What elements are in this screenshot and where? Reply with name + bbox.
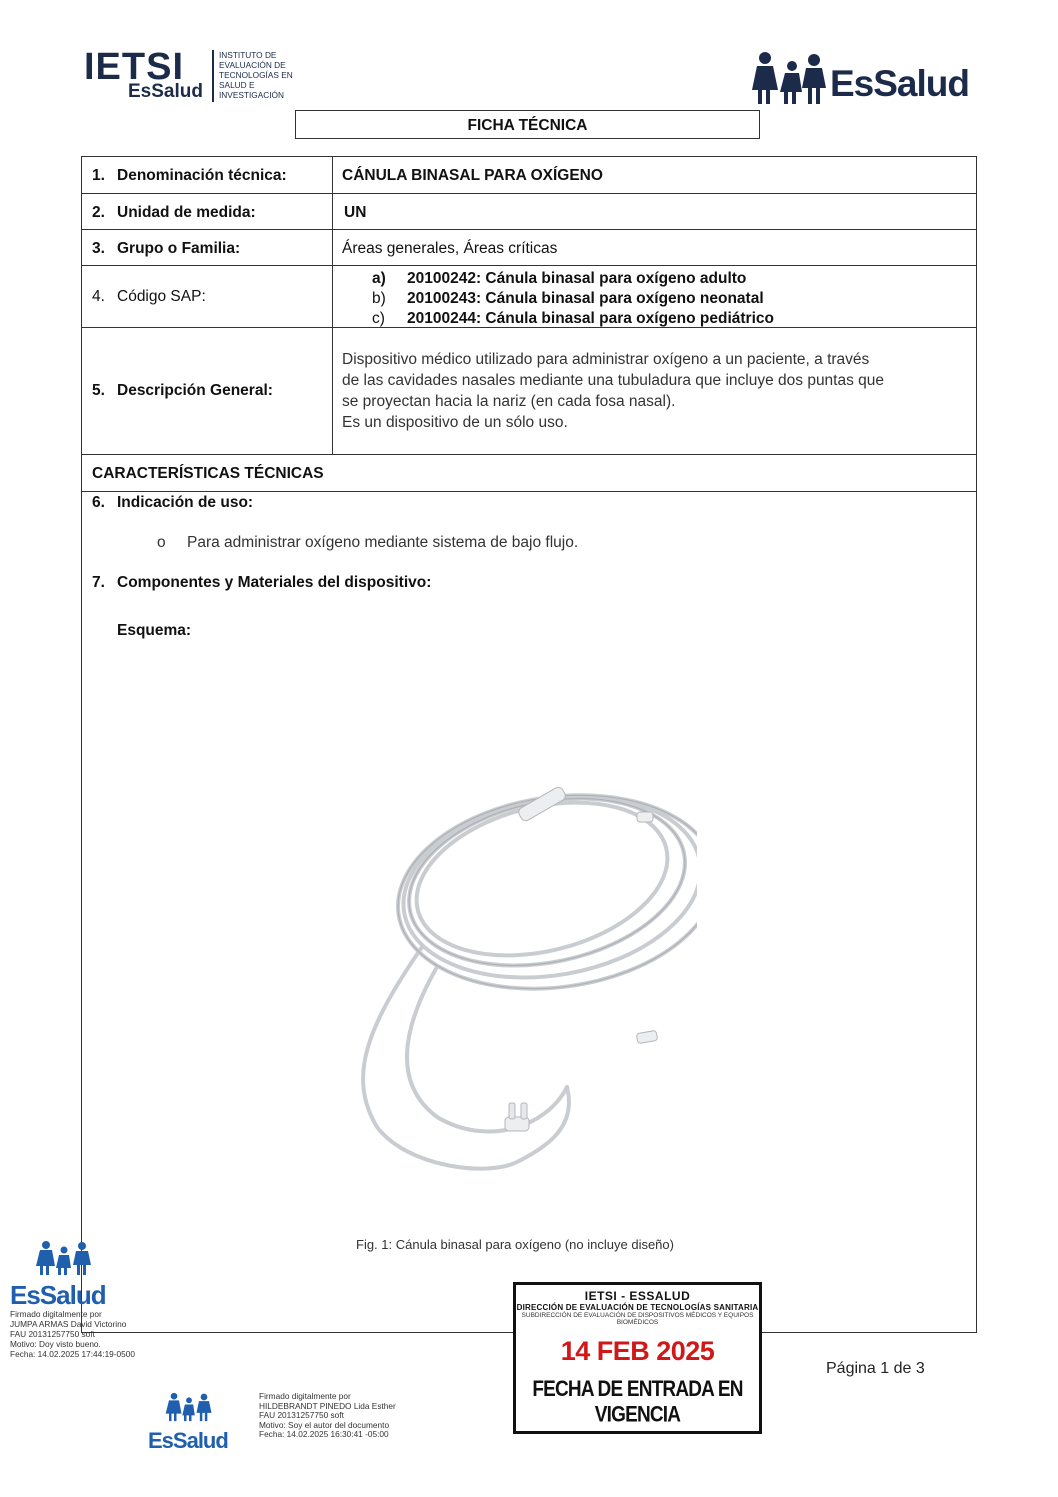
document-title: FICHA TÉCNICA xyxy=(295,110,760,139)
column-divider xyxy=(332,157,333,454)
table-row xyxy=(92,166,287,185)
sap-code-text: 20100242: Cánula binasal para oxígeno adulto xyxy=(407,270,747,287)
sap-code-text: 20100244: Cánula binasal para oxígeno pediátrico xyxy=(407,310,774,327)
bullet-marker: o xyxy=(157,534,166,551)
essalud-logo xyxy=(752,50,980,110)
description-text xyxy=(342,349,972,433)
table-divider xyxy=(82,229,976,230)
ietsi-logo xyxy=(84,48,324,108)
sap-code-text: 20100243: Cánula binasal para oxígeno neonatal xyxy=(407,290,764,307)
table-divider xyxy=(82,193,976,194)
table-row xyxy=(92,203,256,222)
item-label: Componentes y Materiales del dispositivo: xyxy=(117,574,432,591)
row-number: 4. xyxy=(92,288,105,305)
row-label: Unidad de medida: xyxy=(117,204,256,221)
list-item xyxy=(372,309,774,329)
stamp-line: IETSI - ESSALUD xyxy=(584,1289,691,1303)
row-label: Denominación técnica: xyxy=(117,167,287,184)
essalud-logo-text: EsSalud xyxy=(830,63,969,104)
stamp-label: FECHA DE ENTRADA EN VIGENCIA xyxy=(532,1377,743,1428)
list-marker: c) xyxy=(372,310,385,327)
section-title: CARACTERÍSTICAS TÉCNICAS xyxy=(92,465,324,482)
essalud-logo xyxy=(148,1392,232,1455)
row-number: 2. xyxy=(92,204,105,221)
family-icon xyxy=(164,1392,214,1422)
description-line: Dispositivo médico utilizado para administrar oxígeno a un paciente, a través xyxy=(342,351,870,368)
description-line: se proyectan hacia la nariz (en cada fosa nasal). xyxy=(342,393,676,410)
signature-text: Firmado digitalmente por HILDEBRANDT PINEDO Lida Esther FAU 20131257750 soft Motivo: Soy el autor del documento Fecha: 14.02.2025 16:30:41 -05:00 xyxy=(259,1391,396,1439)
family-icon xyxy=(34,1240,94,1276)
figure-caption: Fig. 1: Cánula binasal para oxígeno (no incluye diseño) xyxy=(356,1237,674,1252)
stamp-line: DIRECCIÓN DE EVALUACIÓN DE TECNOLOGÍAS SANITARIA xyxy=(516,1303,759,1312)
signature-text: Firmado digitalmente por JUMPA ARMAS David Victorino FAU 20131257750 soft Motivo: Doy visto bueno. Fecha: 14.02.2025 17:44:19-0500 xyxy=(10,1309,136,1359)
row-label: Grupo o Familia: xyxy=(117,240,241,257)
list-item xyxy=(372,289,774,309)
row-number: 1. xyxy=(92,167,105,184)
list-item xyxy=(372,269,774,289)
item-number: 6. xyxy=(92,494,105,511)
nasal-cannula-image xyxy=(337,767,697,1197)
bullet-text: Para administrar oxígeno mediante sistema de bajo flujo. xyxy=(187,534,579,551)
row-label: Descripción General: xyxy=(117,382,273,399)
ietsi-logo-subtext: EsSalud xyxy=(128,81,203,102)
table-divider xyxy=(82,454,976,455)
grupo-value: Áreas generales, Áreas críticas xyxy=(342,240,558,257)
unidad-value: UN xyxy=(344,204,367,221)
row-label: Código SAP: xyxy=(117,288,206,305)
table-row xyxy=(92,239,240,258)
stamp-date: 14 FEB 2025 xyxy=(560,1336,715,1366)
table-divider xyxy=(82,491,976,492)
item-label: Indicación de uso: xyxy=(117,494,254,511)
stamp-line: SUBDIRECCIÓN DE EVALUACIÓN DE DISPOSITIVOS MÉDICOS Y EQUIPOS BIOMÉDICOS xyxy=(521,1312,754,1326)
sap-code-list xyxy=(372,269,774,329)
row-number: 5. xyxy=(92,382,105,399)
table-divider xyxy=(82,265,976,266)
validity-stamp xyxy=(513,1282,762,1434)
row-number: 3. xyxy=(92,240,105,257)
ietsi-logo-text: IETSI xyxy=(84,46,185,88)
essalud-logo-text: EsSalud xyxy=(10,1280,106,1310)
componentes-heading xyxy=(92,574,431,592)
page-number: Página 1 de 3 xyxy=(826,1360,925,1377)
description-line: de las cavidades nasales mediante una tubuladura que incluye dos puntas que xyxy=(342,372,885,389)
family-icon xyxy=(752,50,828,106)
indicacion-heading xyxy=(92,494,253,512)
item-number: 7. xyxy=(92,574,105,591)
description-line: Es un dispositivo de un sólo uso. xyxy=(342,414,568,431)
list-marker: b) xyxy=(372,290,386,307)
esquema-label: Esquema: xyxy=(117,622,192,639)
logo-divider xyxy=(212,50,214,102)
list-marker: a) xyxy=(372,270,386,287)
table-row xyxy=(92,287,206,306)
table-row xyxy=(92,381,273,400)
spec-table xyxy=(81,156,977,1333)
digital-signature xyxy=(10,1240,150,1359)
ietsi-logo-description: INSTITUTO DE EVALUACIÓN DE TECNOLOGÍAS EN SALUD E INVESTIGACIÓN xyxy=(219,50,293,100)
list-item xyxy=(157,534,578,552)
essalud-logo-text: EsSalud xyxy=(148,1428,228,1453)
denominacion-value: CÁNULA BINASAL PARA OXÍGENO xyxy=(342,167,603,184)
